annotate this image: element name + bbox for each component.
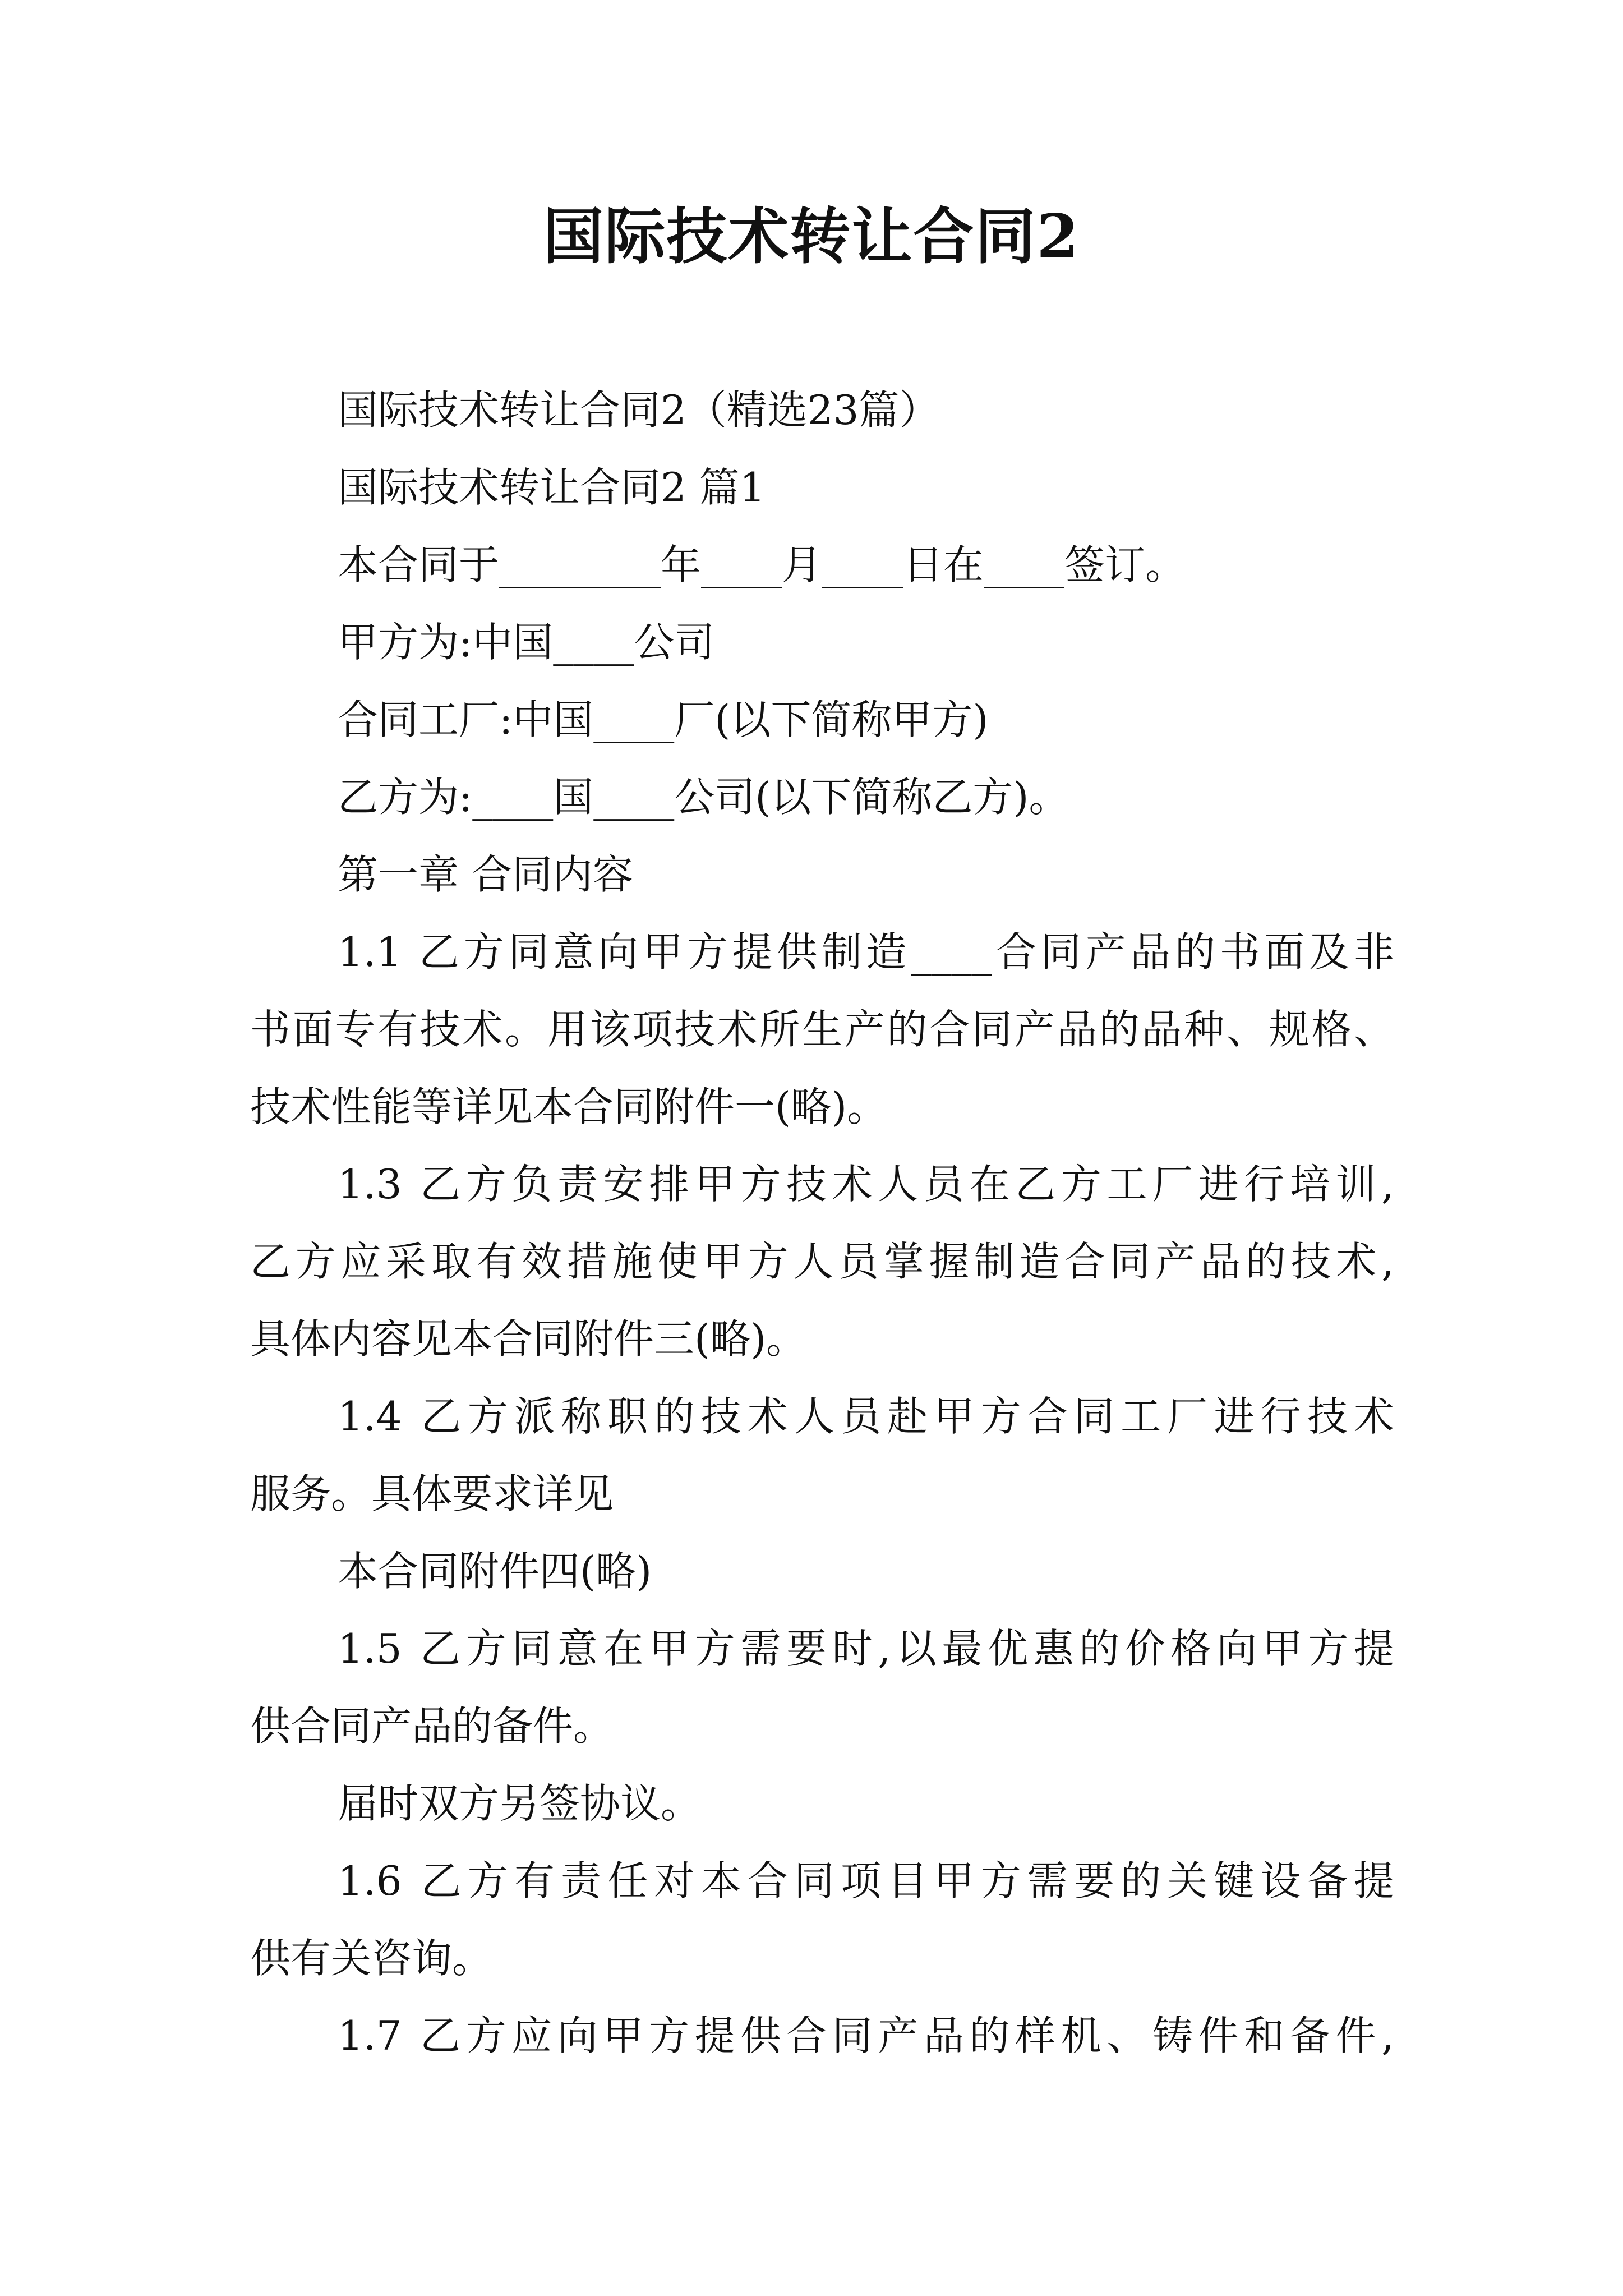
text-line: 服务。具体要求详见 [250, 1470, 614, 1517]
text-line: 乙方为:____国____公司(以下简称乙方)。 [338, 774, 1069, 821]
text-line: 1.7 乙方应向甲方提供合同产品的样机、铸件和备件, [338, 2012, 1394, 2059]
text-line: 书面专有技术。用该项技术所生产的合同产品的品种、规格、 [250, 1006, 1394, 1053]
text-line: 技术性能等详见本合同附件一(略)。 [250, 1083, 888, 1130]
text-line: 供合同产品的备件。 [250, 1703, 614, 1750]
chapter-heading: 第一章 合同内容 [338, 851, 633, 898]
text-line: 本合同附件四(略) [338, 1548, 652, 1595]
text-line: 届时双方另签协议。 [338, 1780, 702, 1827]
text-line: 1.6 乙方有责任对本合同项目甲方需要的关键设备提 [338, 1857, 1394, 1904]
text-line: 本合同于________年____月____日在____签订。 [338, 541, 1186, 588]
text-line: 甲方为:中国____公司 [338, 619, 715, 666]
text-line: 国际技术转让合同2（精选23篇） [338, 386, 940, 434]
document-title: 国际技术转让合同2 [543, 201, 1080, 272]
text-line: 1.4 乙方派称职的技术人员赴甲方合同工厂进行技术 [338, 1393, 1394, 1440]
document-body [250, 371, 1394, 2074]
text-line: 国际技术转让合同2 篇1 [338, 464, 766, 511]
text-line: 供有关咨询。 [250, 1935, 493, 1982]
text-line: 乙方应采取有效措施使甲方人员掌握制造合同产品的技术, [250, 1238, 1394, 1285]
text-line: 1.3 乙方负责安排甲方技术人员在乙方工厂进行培训, [338, 1161, 1394, 1208]
text-line: 1.1 乙方同意向甲方提供制造____合同产品的书面及非 [338, 928, 1394, 976]
text-line: 合同工厂:中国____厂(以下简称甲方) [338, 696, 989, 743]
text-line: 1.5 乙方同意在甲方需要时,以最优惠的价格向甲方提 [338, 1625, 1394, 1672]
text-line: 具体内容见本合同附件三(略)。 [250, 1315, 807, 1363]
